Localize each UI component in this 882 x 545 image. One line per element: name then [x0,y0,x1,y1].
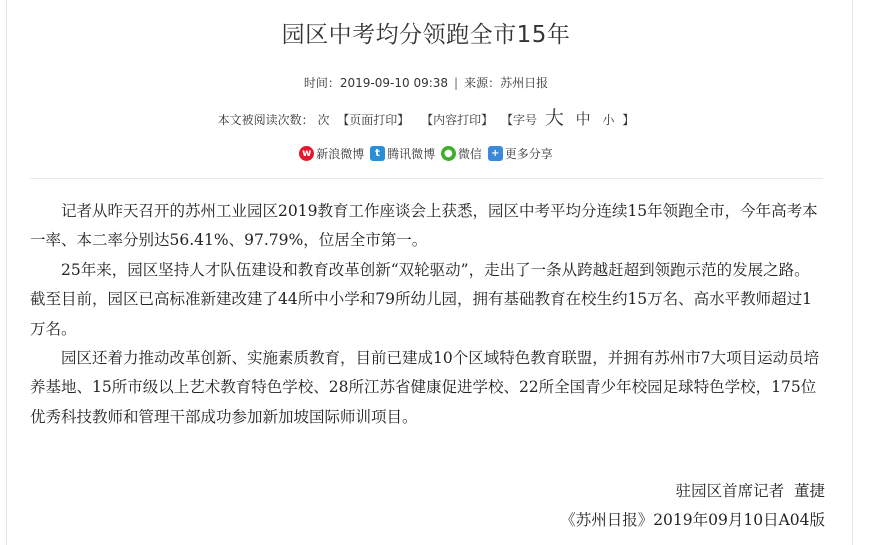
content-print-link[interactable]: 【内容打印】 [421,113,494,127]
article-tools [0,103,852,130]
paragraph: 园区还着力推动改革创新、实施素质教育，目前已建成10个区域特色教育联盟，并拥有苏州市7大项目运动员培养基地、15所市级以上艺术教育特色学校、28所江苏省健康促进学校、22所全国青少年校园足球特色学校，175位优秀科技教师和管理干部成功参加新加坡国际师训项目。 [30,349,820,426]
time-value: 2019-09-10 09:38 [339,76,449,90]
font-size-close: 】 [622,113,635,127]
source-label: 来源： [464,76,501,90]
read-count-label: 本文被阅读次数： [217,113,314,127]
font-small-button[interactable]: 小 [602,113,615,127]
share-tencent-weibo[interactable] [370,145,435,162]
paragraph: 25年来，园区坚持人才队伍建设和教育改革创新“双轮驱动”，走出了一条从跨越赶超到领跑示范的发展之路。截至目前，园区已高标准新建改建了44所中小学和79所幼儿园，拥有基础教育在校生约15万名、高水平教师超过1万名。 [30,260,813,338]
article-title: 园区中考均分领跑全市15年 [281,22,571,48]
tencent-weibo-icon: t [370,146,385,161]
page-print-link[interactable]: 【页面打印】 [337,113,410,127]
font-large-button[interactable]: 大 [544,107,564,129]
article-meta [0,74,852,91]
share-more[interactable] [488,145,553,162]
meta-separator: | [454,76,459,90]
font-size-label: 【字号 [500,113,537,127]
article-signature [560,477,825,535]
wechat-icon: ● [441,146,456,161]
share-sina-weibo[interactable] [299,145,364,162]
share-tencent-label: 腾讯微博 [387,147,436,161]
source-line: 《苏州日报》2019年09月10日A04版 [560,511,825,529]
share-bar [0,145,852,162]
font-medium-button[interactable]: 中 [575,110,591,128]
byline: 驻园区首席记者 董捷 [675,482,825,500]
share-sina-label: 新浪微博 [316,147,365,161]
article-body [30,197,825,432]
header-divider [30,178,823,179]
page-right-border [852,0,853,545]
plus-icon: + [488,146,503,161]
time-label: 时间： [303,76,340,90]
share-wechat-label: 微信 [457,147,482,161]
source-value: 苏州日报 [500,76,549,90]
share-wechat[interactable] [441,145,482,162]
paragraph: 记者从昨天召开的苏州工业园区2019教育工作座谈会上获悉，园区中考平均分连续15年领跑全市，今年高考本一率、本二率分别达56.41%、97.79%，位居全市第一。 [30,202,818,250]
weibo-icon: w [299,146,314,161]
share-more-label: 更多分享 [504,147,553,161]
read-count-unit: 次 [317,113,330,127]
